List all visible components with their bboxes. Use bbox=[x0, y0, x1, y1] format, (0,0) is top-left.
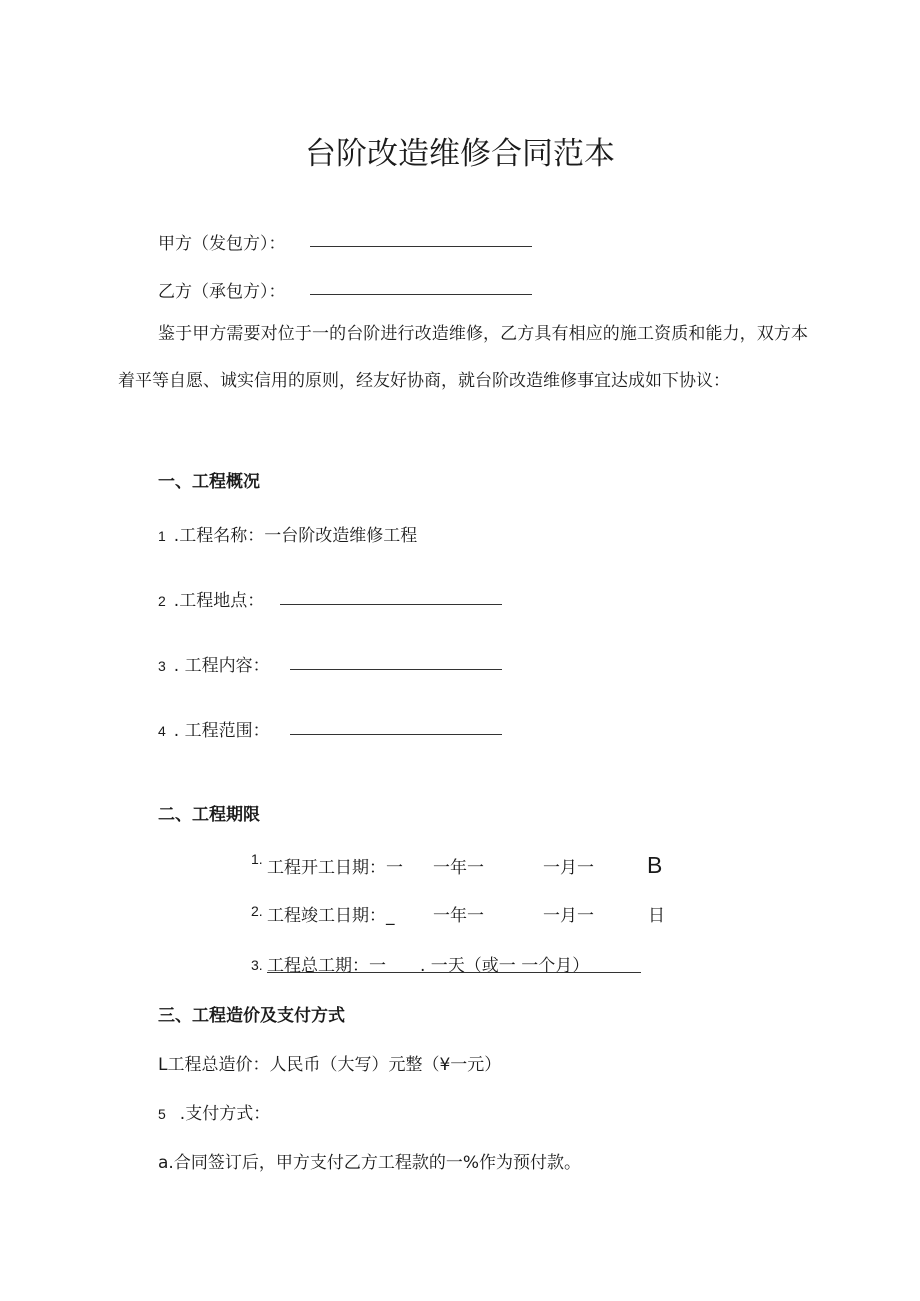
project-location-blank[interactable] bbox=[280, 604, 502, 605]
section1-heading: 一、工程概况 bbox=[158, 472, 260, 492]
total-price-line: L工程总造价：人民币（大写）元整（¥一元） bbox=[158, 1055, 502, 1075]
item-text: . 工程范围： bbox=[173, 721, 270, 741]
item-text: .工程名称：一台阶改造维修工程 bbox=[173, 526, 418, 546]
item-number: 2 bbox=[158, 593, 166, 609]
section1-item-1 bbox=[158, 521, 417, 546]
start-date-label: 工程开工日期：一 bbox=[267, 858, 403, 878]
item-text: . 工程内容： bbox=[173, 656, 270, 676]
page-title: 台阶改造维修合同范本 bbox=[305, 136, 615, 172]
start-date-year: 一年一 bbox=[433, 858, 484, 878]
end-date-day: 日 bbox=[648, 906, 665, 926]
project-scope-blank[interactable] bbox=[290, 734, 502, 735]
section2-heading: 二、工程期限 bbox=[158, 805, 260, 825]
duration-underline bbox=[267, 972, 641, 973]
item-text: .工程地点： bbox=[173, 591, 265, 611]
duration-text: 工程总工期：一 . 一天（或一 一个月） bbox=[267, 956, 590, 976]
party-b-blank[interactable] bbox=[310, 294, 532, 295]
end-date-month: 一月一 bbox=[543, 906, 594, 926]
party-a-blank[interactable] bbox=[310, 246, 532, 247]
end-date-number: 2. bbox=[251, 903, 263, 919]
item-number: 3 bbox=[158, 658, 166, 674]
start-date-day: B bbox=[647, 852, 663, 878]
section1-item-3 bbox=[158, 651, 270, 676]
preamble-paragraph: 鉴于甲方需要对位于一的台阶进行改造维修，乙方具有相应的施工资质和能力，双方本着平等自愿、诚实信用的原则，经友好协商，就台阶改造维修事宜达成如下协议： bbox=[118, 324, 808, 391]
end-date-year: 一年一 bbox=[433, 906, 484, 926]
item-number: 5 bbox=[158, 1106, 166, 1122]
section1-item-2 bbox=[158, 586, 264, 611]
payment-method-line bbox=[158, 1099, 270, 1124]
party-a-label: 甲方（发包方）： bbox=[158, 234, 286, 254]
payment-item-a: a.合同签订后，甲方支付乙方工程款的一%作为预付款。 bbox=[158, 1153, 581, 1173]
party-b-label: 乙方（承包方）： bbox=[158, 282, 286, 302]
project-content-blank[interactable] bbox=[290, 669, 502, 670]
section1-item-4 bbox=[158, 716, 270, 741]
start-date-month: 一月一 bbox=[543, 858, 594, 878]
item-number: 1 bbox=[158, 528, 166, 544]
item-number: 4 bbox=[158, 723, 166, 739]
section3-heading: 三、工程造价及支付方式 bbox=[158, 1006, 345, 1026]
end-date-label: 工程竣工日期：_ bbox=[267, 906, 395, 926]
item-text: .支付方式： bbox=[179, 1104, 271, 1124]
duration-number: 3. bbox=[251, 957, 263, 973]
start-date-number: 1. bbox=[251, 851, 263, 867]
